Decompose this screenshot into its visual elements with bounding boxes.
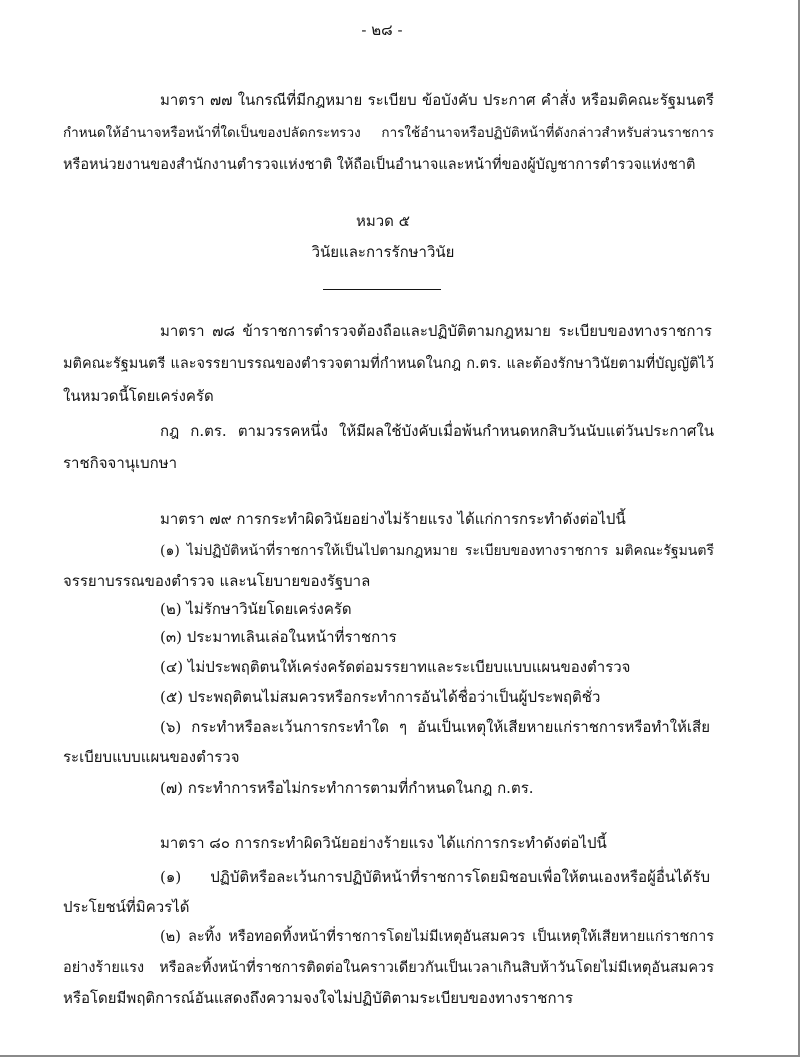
section-80-item-line: หรือโดยมีพฤติการณ์อันแสดงถึงความจงใจไม่ปฏิบัติตามระเบียบของทางราชการ bbox=[63, 989, 574, 1007]
section-79-item-line: ระเบียบแบบแผนของตำรวจ bbox=[63, 748, 240, 766]
section-77-line: กำหนดให้อำนาจหรือหน้าที่ใดเป็นของปลัดกระทรวง การใช้อำนาจหรือปฏิบัติหน้าที่ดังกล่าวสำหรับส่วนราชการ bbox=[63, 125, 714, 141]
section-80-intro: มาตรา ๘๐ การกระทำผิดวินัยอย่างร้ายแรง ได้แก่การกระทำดังต่อไปนี้ bbox=[160, 834, 607, 852]
section-77-line: มาตรา ๗๗ ในกรณีที่มีกฎหมาย ระเบียบ ข้อบังคับ ประกาศ คำสั่ง หรือมติคณะรัฐมนตรี bbox=[160, 91, 714, 109]
chapter-title: วินัยและการรักษาวินัย bbox=[311, 243, 455, 261]
section-79-item-line: (๗) กระทำการหรือไม่กระทำการตามที่กำหนดในกฎ ก.ตร. bbox=[160, 779, 534, 797]
section-79-intro: มาตรา ๗๙ การกระทำผิดวินัยอย่างไม่ร้ายแรง ได้แก่การกระทำดังต่อไปนี้ bbox=[160, 510, 626, 528]
section-77-line: หรือหน่วยงานของสำนักงานตำรวจแห่งชาติ ให้ถือเป็นอำนาจและหน้าที่ของผู้บัญชาการตำรวจแห่งชาติ bbox=[63, 157, 696, 173]
section-79-item-line: (๓) ประมาทเลินเล่อในหน้าที่ราชการ bbox=[160, 628, 397, 646]
section-79-item-line: (๕) ประพฤติตนไม่สมควรหรือกระทำการอันได้ชื่อว่าเป็นผู้ประพฤติชั่ว bbox=[160, 688, 601, 706]
section-78-line: กฎ ก.ตร. ตามวรรคหนึ่ง ให้มีผลใช้บังคับเมื่อพ้นกำหนดหกสิบวันนับแต่วันประกาศใน bbox=[160, 422, 714, 440]
section-79-item-line: (๔) ไม่ประพฤติตนให้เคร่งครัดต่อมรรยาทและระเบียบแบบแผนของตำรวจ bbox=[160, 658, 631, 676]
section-78-line: ราชกิจจานุเบกษา bbox=[63, 454, 178, 472]
section-79-item-line: จรรยาบรรณของตำรวจ และนโยบายของรัฐบาล bbox=[63, 572, 371, 590]
page-number: - ๒๘ - bbox=[361, 21, 403, 39]
section-78-line: ในหมวดนี้โดยเคร่งครัด bbox=[63, 387, 214, 405]
section-80-item-line: อย่างร้ายแรง หรือละทิ้งหน้าที่ราชการติดต่อในคราวเดียวกันเป็นเวลาเกินสิบห้าวันโดยไม่มีเหตุอันสมควร bbox=[63, 960, 714, 976]
section-79-item-line: (๑) ไม่ปฏิบัติหน้าที่ราชการให้เป็นไปตามกฎหมาย ระเบียบของทางราชการ มติคณะรัฐมนตรี bbox=[160, 543, 714, 559]
title-underline bbox=[323, 289, 441, 290]
section-80-item-line: (๑) ปฏิบัติหรือละเว้นการปฏิบัติหน้าที่ราชการโดยมิชอบเพื่อให้ตนเองหรือผู้อื่นได้รับ bbox=[160, 868, 710, 886]
chapter-heading: หมวด ๕ bbox=[355, 212, 411, 230]
section-80-item-line: (๒) ละทิ้ง หรือทอดทิ้งหน้าที่ราชการโดยไม่มีเหตุอันสมควร เป็นเหตุให้เสียหายแก่ราชการ bbox=[160, 929, 714, 945]
section-78-line: มติคณะรัฐมนตรี และจรรยาบรรณของตำรวจตามที่กำหนดในกฎ ก.ตร. และต้องรักษาวินัยตามที่บัญญัติไว้ bbox=[63, 356, 714, 372]
section-80-item-line: ประโยชน์ที่มิควรได้ bbox=[63, 898, 190, 916]
section-79-item-line: (๖) กระทำหรือละเว้นการกระทำใด ๆ อันเป็นเหตุให้เสียหายแก่ราชการหรือทำให้เสีย bbox=[160, 718, 710, 736]
section-79-item-line: (๒) ไม่รักษาวินัยโดยเคร่งครัด bbox=[160, 600, 352, 618]
section-78-line: มาตรา ๗๘ ข้าราชการตำรวจต้องถือและปฏิบัติตามกฎหมาย ระเบียบของทางราชการ bbox=[160, 322, 712, 340]
